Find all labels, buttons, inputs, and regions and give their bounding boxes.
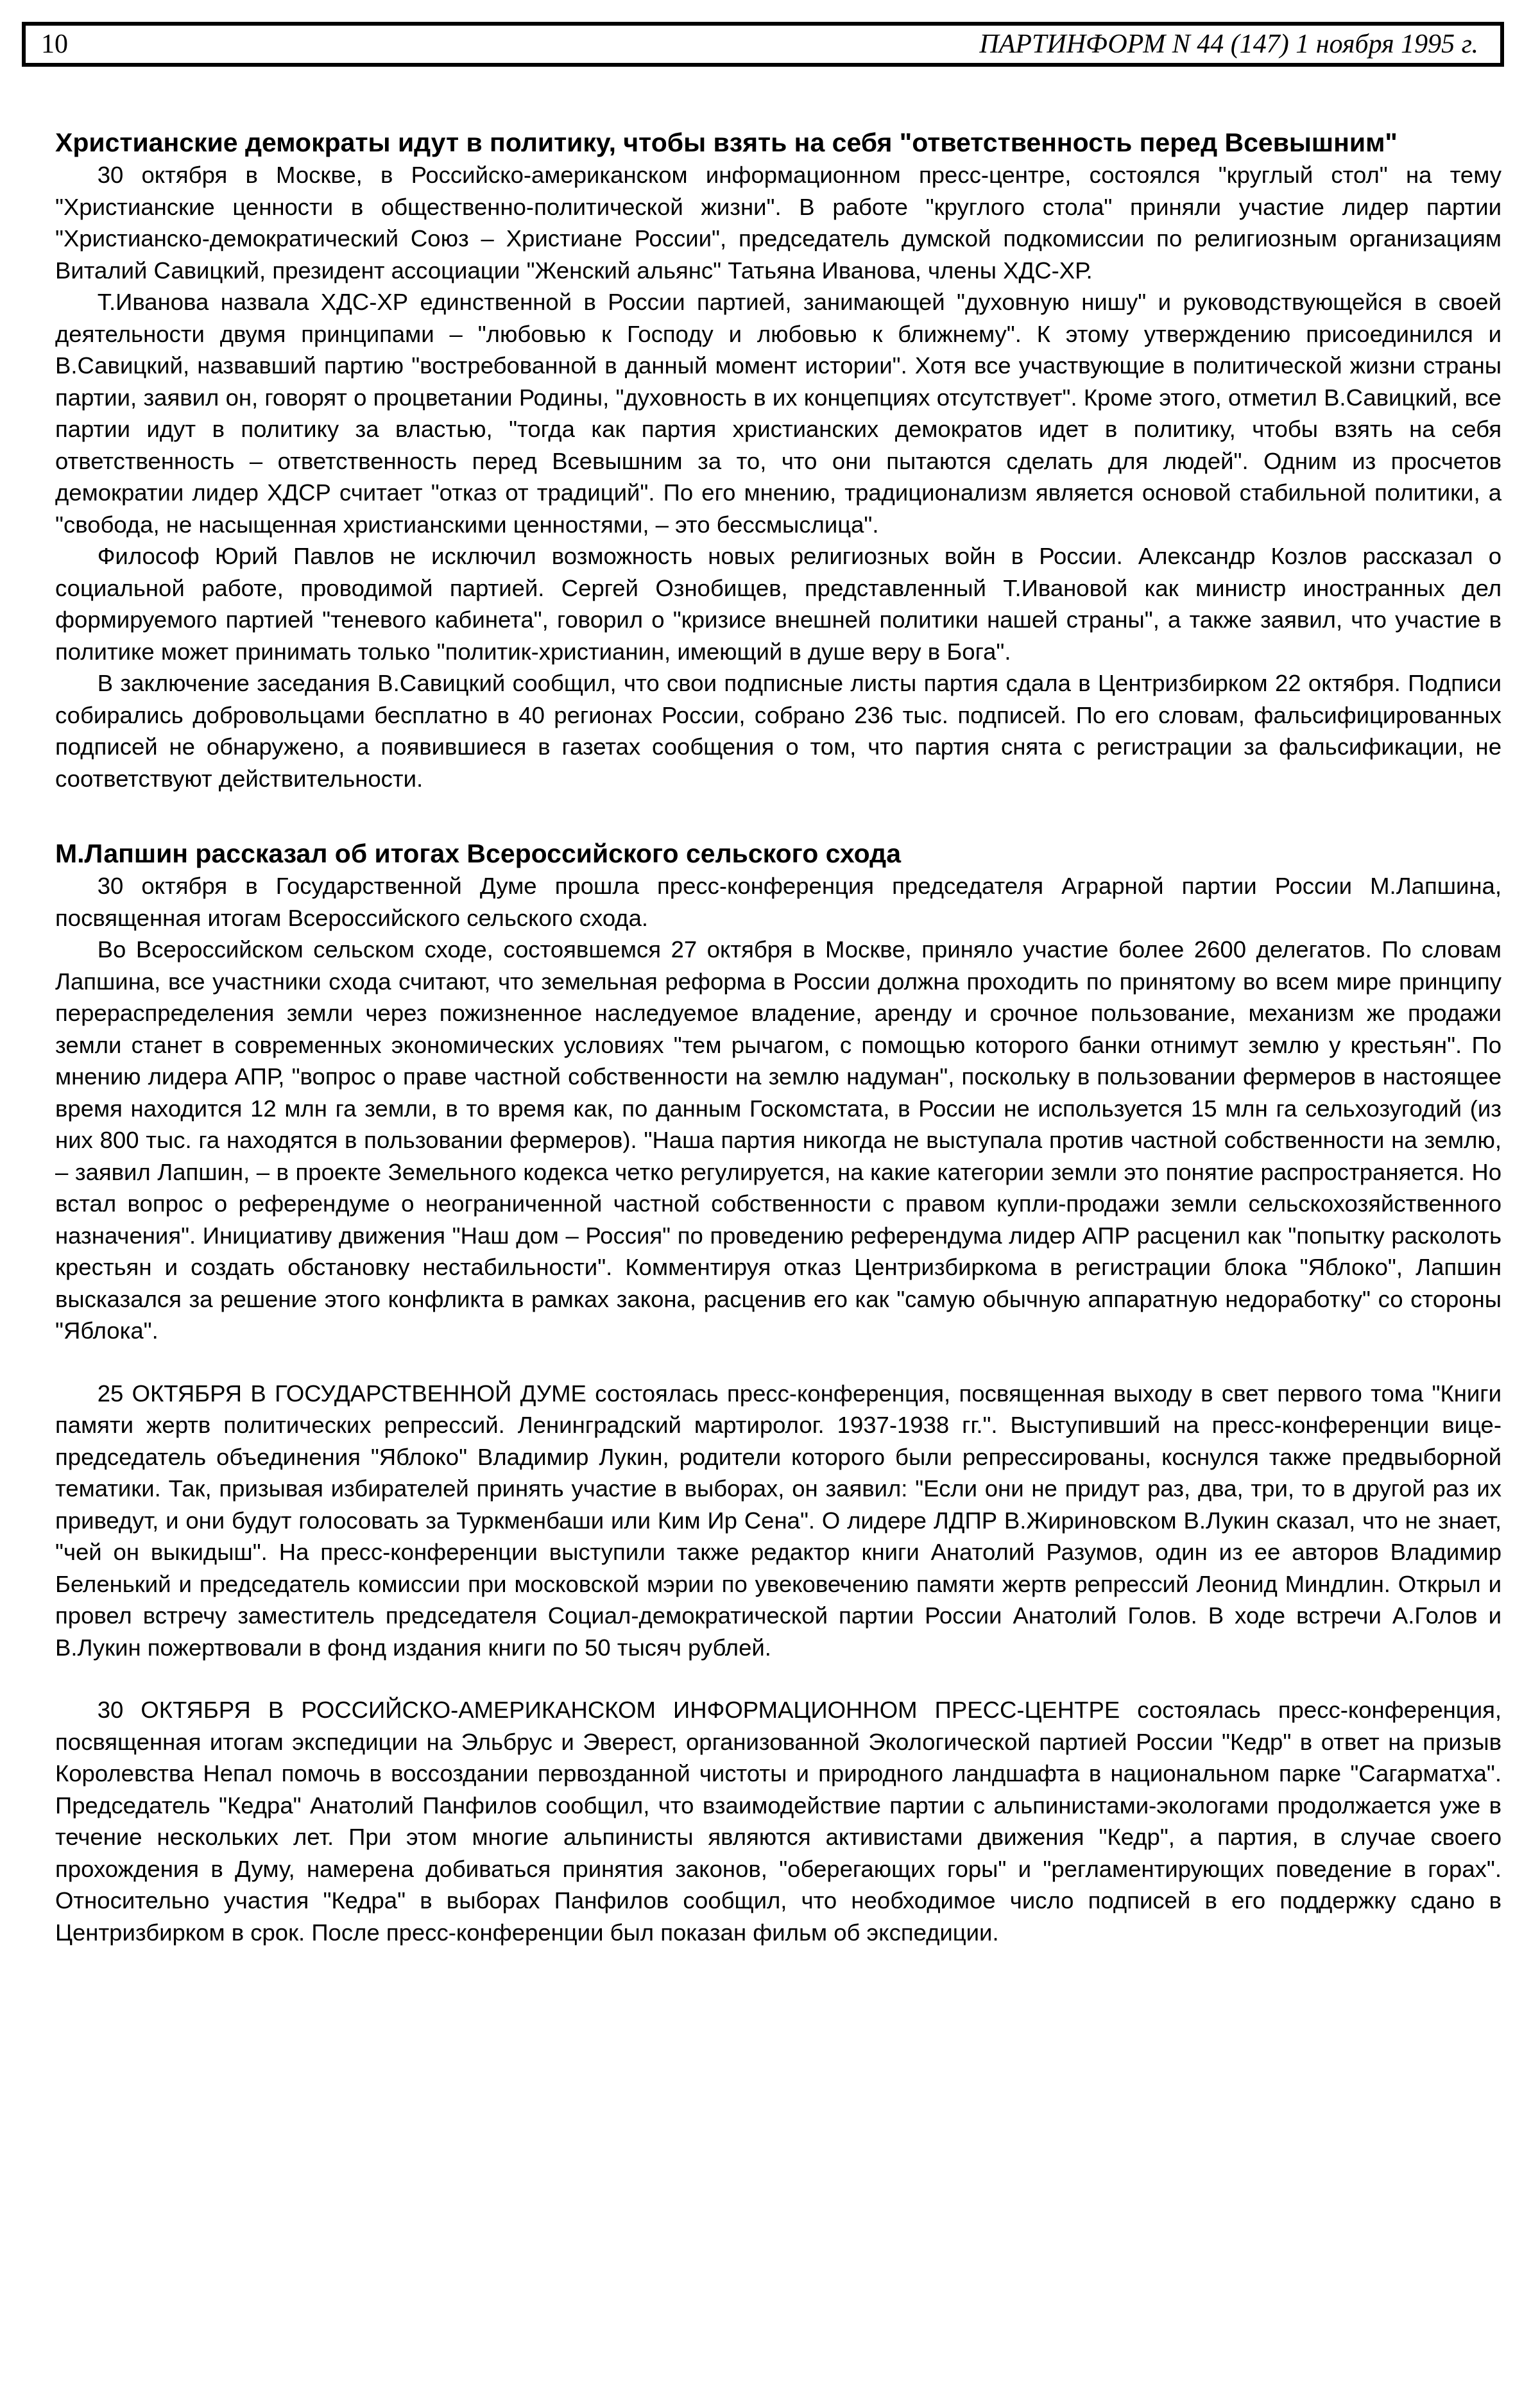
issue-title: ПАРТИНФОРМ N 44 (147) 1 ноября 1995 г. (979, 30, 1478, 59)
article-paragraph: 30 ОКТЯБРЯ В РОССИЙСКО-АМЕРИКАНСКОМ ИНФОРМАЦИОННОМ ПРЕСС-ЦЕНТРЕ состоялась пресс-конференция, посвященная итогам экспедиции на Эльбрус и Эверест, организованной Экологической партией России "Кедр" в ответ на призыв Королевства Непал помочь в воссоздании первозданной чистоты и природного ландшафта в национальном парке "Сагарматха". Председатель "Кедра" Анатолий Панфилов сообщил, что взаимодействие партии с альпинистами-экологами продолжается уже в течение нескольких лет. При этом многие альпинисты являются активистами движения "Кедр", а партия, в случае своего прохождения в Думу, намерена добиваться принятия законов, "оберегающих горы" и "регламентирующих поведение в горах". Относительно участия "Кедра" в выборах Панфилов сообщил, что необходимое число подписей в его поддержку сдано в Центризбирком в срок. После пресс-конференции был показан фильм об экспедиции. (55, 1697, 1502, 1946)
article-book-of-memory (55, 1378, 1502, 1664)
article-title: Христианские демократы идут в политику, чтобы взять на себя "ответственность перед Всевышним" (55, 128, 1398, 157)
article-christian-democrats (55, 126, 1502, 794)
article-paragraph: 30 октября в Москве, в Российско-американском информационном пресс-центре, состоялся "круглый стол" на тему "Христианские ценности в общественно-политической жизни". В работе "круглого стола" приняли участие лидер партии "Христианско-демократический Союз – Христиане России", председатель думской подкомиссии по религиозным организациям Виталий Савицкий, президент ассоциации "Женский альянс" Татьяна Иванова, члены ХДС-ХР. (55, 162, 1502, 284)
page-header (22, 22, 1504, 67)
article-title: М.Лапшин рассказал об итогах Всероссийского сельского схода (55, 839, 902, 868)
article-lapshin (55, 837, 1502, 1347)
page-number: 10 (41, 30, 68, 59)
article-paragraph: Философ Юрий Павлов не исключил возможность новых религиозных войн в России. Александр Козлов рассказал о социальной работе, проводимой партией. Сергей Ознобищев, представленный Т.Ивановой как министр иностранных дел формируемого партией "теневого кабинета", говорил о "кризисе внешней политики нашей страны", а также заявил, что участие в политике может принимать только "политик-христианин, имеющий в душе веру в Бога". (55, 543, 1502, 665)
article-column (55, 126, 1502, 1948)
article-paragraph: 30 октября в Государственной Думе прошла пресс-конференция председателя Аграрной партии России М.Лапшина, посвященная итогам Всероссийского сельского схода. (55, 873, 1502, 931)
article-paragraph: Во Всероссийском сельском сходе, состоявшемся 27 октября в Москве, приняло участие более 2600 делегатов. По словам Лапшина, все участники схода считают, что земельная реформа в России должна проходить по принятому во всем мире принципу перераспределения земли через пожизненное наследуемое владение, аренду и срочное пользование, механизм же продажи земли станет в современных экономических условиях "тем рычагом, с помощью которого банки отнимут землю у крестьян". По мнению лидера АПР, "вопрос о праве частной собственности на землю надуман", поскольку в пользовании фермеров в настоящее время находится 12 млн га земли, в то время как, по данным Госкомстата, в России не используется 15 млн га сельхозугодий (из них 800 тыс. га находятся в пользовании фермеров). "Наша партия никогда не выступала против частной собственности на землю, – заявил Лапшин, – в проекте Земельного кодекса четко регулируется, на какие категории земли это понятие распространяется. Но встал вопрос о референдуме о неограниченной частной собственности с правом купли-продажи земли сельскохозяйственного назначения". Инициативу движения "Наш дом – Россия" по проведению референдума лидер АПР расценил как "попытку расколоть крестьян и создать обстановку нестабильности". Комментируя отказ Центризбиркома в регистрации блока "Яблоко", Лапшин высказался за решение этого конфликта в рамках закона, расценив его как "самую обычную аппаратную недоработку" со стороны "Яблока". (55, 936, 1502, 1344)
article-kedr-expedition (55, 1694, 1502, 1948)
article-paragraph: Т.Иванова назвала ХДС-ХР единственной в России партией, занимающей "духовную нишу" и руководствующейся в своей деятельности двумя принципами – "любовью к Господу и любовью к ближнему". К этому утверждению присоединился и В.Савицкий, назвавший партию "востребованной в данный момент истории". Хотя все участвующие в политической жизни страны партии, заявил он, говорят о процветании Родины, "духовность в их концепциях отсутствует". Кроме этого, отметил В.Савицкий, все партии идут в политику за властью, "тогда как партия христианских демократов идет в политику, чтобы взять на себя ответственность – ответственность перед Всевышним за то, что они пытаются сделать для людей". Одним из просчетов демократии лидер ХДСР считает "отказ от традиций". По его мнению, традиционализм является основой стабильной политики, а "свобода, не насыщенная христианскими ценностями, – это бессмыслица". (55, 289, 1502, 538)
article-paragraph: В заключение заседания В.Савицкий сообщил, что свои подписные листы партия сдала в Центризбирком 22 октября. Подписи собирались добровольцами бесплатно в 40 регионах России, собрано 236 тыс. подписей. По его словам, фальсифицированных подписей не обнаружено, а появившиеся в газетах сообщения о том, что партия снята с регистрации за фальсификации, не соответствуют действительности. (55, 670, 1502, 792)
article-paragraph: 25 ОКТЯБРЯ В ГОСУДАРСТВЕННОЙ ДУМЕ состоялась пресс-конференция, посвященная выходу в свет первого тома "Книги памяти жертв политических репрессий. Ленинградский мартиролог. 1937-1938 гг.". Выступивший на пресс-конференции вице-председатель объединения "Яблоко" Владимир Лукин, родители которого были репрессированы, коснулся также предвыборной тематики. Так, призывая избирателей принять участие в выборах, он заявил: "Если они не придут раз, два, три, то в другой раз их приведут, и они будут голосовать за Туркменбаши или Ким Ир Сена". О лидере ЛДПР В.Жириновском В.Лукин сказал, что не знает, "чей он выкидыш". На пресс-конференции выступили также редактор книги Анатолий Разумов, один из ее авторов Владимир Беленький и председатель комиссии при московской мэрии по увековечению памяти жертв репрессий Леонид Миндлин. Открыл и провел встречу заместитель председателя Социал-демократической партии России Анатолий Голов. В ходе встречи А.Голов и В.Лукин пожертвовали в фонд издания книги по 50 тысяч рублей. (55, 1380, 1502, 1661)
